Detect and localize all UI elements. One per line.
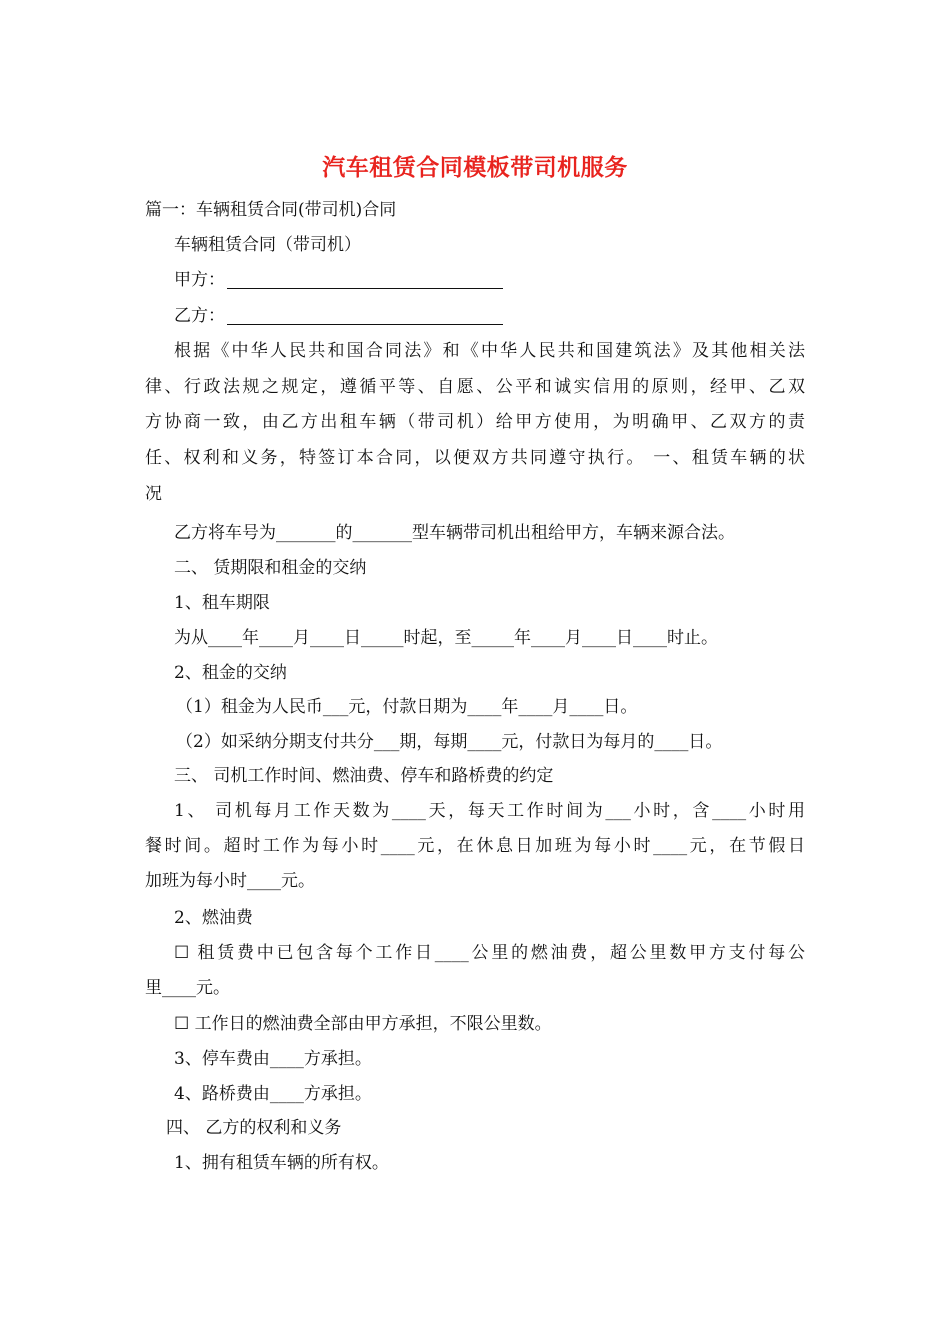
party-a-line [174, 262, 834, 298]
party-a-label: 甲方： [174, 270, 225, 290]
party-a-blank [227, 266, 503, 289]
paragraph-line: 加班为每小时____元。 [145, 871, 315, 891]
chapter-heading: 篇一：车辆租赁合同(带司机)合同 [145, 200, 397, 220]
clause-heading: 1、拥有租赁车辆的所有权。 [174, 1153, 389, 1173]
checkbox-option-line: ☐ 工作日的燃油费全部由甲方承担，不限公里数。 [174, 1014, 552, 1034]
party-b-label: 乙方： [174, 306, 225, 326]
section-heading: 三、 司机工作时间、燃油费、停车和路桥费的约定 [174, 766, 554, 786]
paragraph-line: 里____元。 [145, 978, 230, 998]
paragraph-line: 律、行政法规之规定，遵循平等、自愿、公平和诚实信用的原则，经甲、乙双 [145, 377, 805, 397]
paragraph-line: 为从____年____月____日_____时起，至_____年____月____日____时止。 [174, 628, 718, 648]
section-heading: 四、 乙方的权利和义务 [166, 1118, 342, 1138]
paragraph-line: （1）租金为人民币___元，付款日期为____年____月____日。 [176, 697, 638, 717]
clause-heading: 1、租车期限 [174, 593, 270, 613]
paragraph-line: 任、权利和义务，特签订本合同，以便双方共同遵守执行。 一、租赁车辆的状 [145, 448, 805, 468]
paragraph-line: 方协商一致，由乙方出租车辆（带司机）给甲方使用，为明确甲、乙双方的责 [145, 412, 805, 432]
clause-heading: 2、燃油费 [174, 908, 253, 928]
paragraph-line: 况 [145, 484, 162, 504]
clause-heading: 4、路桥费由____方承担。 [174, 1084, 372, 1104]
document-title: 汽车租赁合同模板带司机服务 [322, 155, 628, 181]
paragraph-line: 根据《中华人民共和国合同法》和《中华人民共和国建筑法》及其他相关法 [174, 341, 805, 361]
paragraph-line: 乙方将车号为_______的_______型车辆带司机出租给甲方，车辆来源合法。 [174, 523, 735, 543]
clause-heading: 2、租金的交纳 [174, 663, 287, 683]
party-b-blank [227, 302, 503, 325]
section-heading: 二、 赁期限和租金的交纳 [174, 558, 367, 578]
checkbox-option-line: ☐ 租赁费中已包含每个工作日____公里的燃油费，超公里数甲方支付每公 [174, 943, 805, 963]
clause-heading: 3、停车费由____方承担。 [174, 1049, 372, 1069]
paragraph-line: 1、 司机每月工作天数为____天，每天工作时间为___小时，含____小时用 [174, 801, 805, 821]
paragraph-line: 餐时间。超时工作为每小时____元，在休息日加班为每小时____元，在节假日 [145, 836, 805, 856]
party-b-line [174, 298, 834, 334]
paragraph-line: （2）如采纳分期支付共分___期，每期____元，付款日为每月的____日。 [176, 732, 723, 752]
contract-subtitle: 车辆租赁合同（带司机） [174, 235, 361, 255]
